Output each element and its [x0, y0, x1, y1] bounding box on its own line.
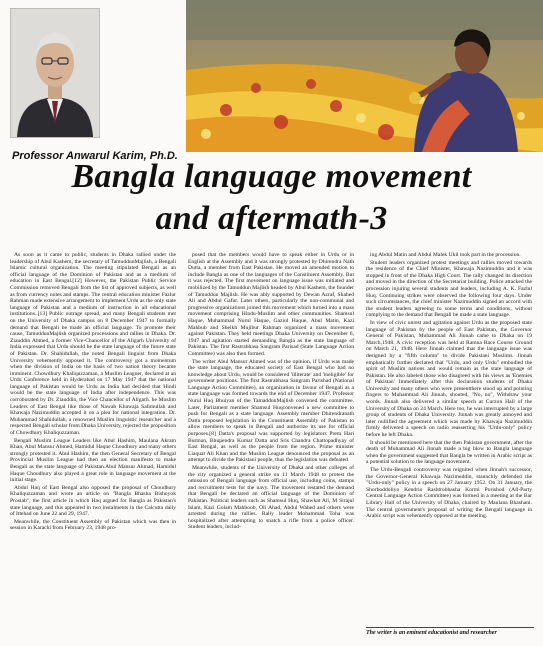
- author-portrait: [10, 8, 100, 138]
- paragraph: The writer Abul Mansur Ahmed was of the opinion, if Urdu was made the state language, the educated society of East Bengal who had no knowledge about Urdu, would be considered 'illiterate' and 'ineligible' for government positions. The first Rastrabhasa Sangram Parishad (National Language Action Committee), an organization in favour of Bengali as a state language was formed towards the end of December 1947. Professor Nurul Huq Bhuiyan of the TamaddunMajlish convened the committee. Later, Parliament member Shamsul Huqconvened a new committee to push for Bengali as a state language. Assembly member Dhirendranath Datta proposed legislation in the Constituent Assembly of Pakistan to allow members to speak in Bengali and authorize its use for official purposes.[8] Datta's proposal was supported by legislators Prem Hari Burman, Bhupendra Kumar Datta and Sris Chandra Chattopadhyay of East Bengal, as well as the people from the region. Prime minister Liaquat Ali Khan and the Muslim League denounced the proposal as an attempt to divide the Pakistani people, thus the legislation was defeated: [188, 358, 354, 464]
- author-byline: Professor Anwarul Karim, Ph.D.: [12, 150, 178, 162]
- paragraph: Meanwhile, the Constituent Assembly of Pakistan which was then in session in Karachi from February 23, 1948 pro-: [10, 518, 176, 532]
- paragraph: posed that the members would have to speak either in Urdu or in English at the Assembly and it was strongly protested by Dhirendra Nath Dutta, a member from East Pakistan. He moved an amended motion to include Bangla as one of the languages of the Constituent Assembly. But it was rejected. The first movement on language issue was initiated and mobilized by the Tamuddun Majlish headed by Abul Kashem, the founder of Tamuddun Majlish. He was ably supported by Dewan Azraf, Shahed Ali and Abdul Gafur. Later others, particularly the non-communal and progressive organizations joined this movement which turned into a mass movement comprising Hindu-Muslim and other communities. Shamsul Haque, Muhammad Nurul Haque, Gaziul Haque, Abul Matin, Kazi Mahbub and Sheikh Mujibur Rahman organized a mass movement against Pakistan. They held meetings Dhaka University on December 6, 1947 and agitation started demanding Bangla as the state language of Pakistan. The first Rastrabhasa Sangram Parisad (State Language Action Committee) was also then formed.: [188, 252, 354, 357]
- paragraph: The Urdu-Bengali controversy was reignited when Jinnah's successor, the Governor-General Khawaja Nazimuddin, staunchly defended the "Urdu-only" policy in a speech on 27 January 1952. On 31 January, the Shorboddoliyo Kendrio Rashtrobhasha Kormi Porishod (All-Party Central Language Action Committee) was formed in a meeting at the Bar Library Hall of the University of Dhaka, chaired by Maulana Bhashani. The central government's proposal of writing the Bengali language in Arabic script was vehemently opposed at the meeting.: [366, 467, 532, 520]
- paragraph: ing Abdul Matin and Abdul Malek Ukil took part in the procession.: [370, 252, 521, 258]
- paragraph: Student leaders organized protest meetings and rallies moved towards the residence of the Chief Minister, Khawaja Nazimuddin and it was stopped in front of the Dhaka High Court. The rally changed its direction and moved in the direction of the Secretariat building. Police attacked the procession injuring several students and leaders, including A. K. Fazlul Huq. Continuing strikes were observed the following four days. Under such circumstances, the chief minister Nazimuddin signed an accord with the student leaders agreeing to some terms and conditions, without complying to the demand that Bengali be made a state language.: [366, 259, 532, 319]
- article-column-2: [188, 252, 354, 532]
- writer-note: The writer is an eminent educationist and researcher: [366, 627, 534, 636]
- article-column-1: [10, 252, 176, 533]
- headline-line-2: and aftermath-3: [155, 200, 388, 237]
- paragraph: As soon as it came to public, students in Dhaka rallied under the leadership of Abul Kashem, the secretary of TamuddunMajlish, a Bengali Islamic cultural organization. The meeting stipulated Bengali as an official language of the Dominion of Pakistan and as a medium of education in East Bengal.[12] However, the Pakistan Public Service Commission removed Bengali from the list of approved subjects, as well as from currency notes and stamps. The central education minister Fazlur Rahman made extensive arrangement to implement Urdu as the only state language of Pakistan and a medium of instruction in all educational institutions..[13] Public outrage spread, and many Bengali students met on the University of Dhaka campus on 8 December 1947 to formally demand that Bengali be made an official language. To promote their cause, TamuddunMajlish organized processions and rallies in Dhaka. Dr. Ziauddin Ahmed, a former Vice-Chancellor of the Aligarh University of India expressed that Urdu should be the state language of the future state of Pakistan. Dr. Shahidullah, the noted Bengali linguist from Dhaka University vehemently opposed it. The controversy got a momentum when the division of India on the basis of two nation theory became imminent. Chowdhury Khaliquzzaman, a Muslim Leaguer, declared at an Urdu Conference held in Hyderabad on 17 May 1947 that the national language of Pakistan would be Urdu as India had decided that Hindi would be the state language of India after independence. This was corroborated by Dr. Ziauddin, the Vice Chancellor of Aligarh. he Muslim Leaders of East Bengal like those of Nawab Khawaja Salimullah and Khawaja Nazimuddin accepted it on a plea for national integration. Dr. Muhammad Shahidullah, a renowned Muslim linguistic researcher and a respected Bengali scholar from Dhaka University, rejected the proposition of Chowdhury Khaliquzzaman.: [10, 252, 176, 437]
- paragraph: In view of civic unrest and agitation against Urdu as the proposed state language of Pakistan by the people of East Pakistan, the Governor General of Pakistan, Muhammad Ali Jinnah came to Dhaka on 19 March,1948. A civic reception was held at Ramna Race Course Ground on March 21, 1948. Here Jinnah claimed that the language issue was designed by a "fifth column" to divide Pakistani Muslims. Jinnah emphatically further declared that "Urdu, and only Urdu" embodied the spirit of Muslim nations and would remain as the state language of Pakistan. He also labeled those who disagreed with his views as 'Enemies of Pakistan' Immediately after this declaration students of Dhaka University and many others who were presentthere stood up and pointing fingers to Muhammad Ali Jinnah, shouted, "No, no", Withdraw your words. Jinnah also delivered a similar speech at Curzon Hall of the University of Dhaka on 24 March. Here too, he was interrupted by a large group of students of Dhaka University. Jinnah was greatly annoyed and later nullified the agreement which was made by Khawaja Nazimuddin firmly delivered a speech on radio reasserting his "Urdu-only" policy before he left Dhaka.: [366, 319, 532, 439]
- paragraph: Abdul Haq of East Bengal also opposed the proposal of Choudhury Khaliquzzaman and wrote an article on "Bangla Bhasha Bishoyok Prostab", the first article in which Haq argued for Bangla as Pakistan's state language, and this appeared in two instalments in the Calcutta daily of Ittehad on June 22 and 29, 1947.: [10, 484, 176, 518]
- paragraph: Meanwhile, students of the University of Dhaka and other colleges of the city organized a general strike on 11 March 1948 to protest the omission of Bengali language from official use, including coins, stamps and recruitment tests for the navy. The movement restated the demand that Bengali be declared an official language of the Dominion of Pakistan. Political leaders such as Shamsul Huq, Shawkat Ali, M Sirajul Islam, Kazi Golam Mahboob, Oli Ahad, Abdul Wahed and others were arrested during the rallies. Rally leader Mohammad Toha was hospitalized after attempting to snatch a rifle from a police officer. Student leaders, includ-: [188, 465, 354, 531]
- paragraph: Bengali Muslim League Leaders like Abul Hashim, Maulana Akram Khan, Abul Mansur Ahmed, Hamidul Haque Choudhury and many others strongly protested it. Abul Hashim, the then General Secretary of Bengal Provincial Muslim League had then an election manifesto to make Bengali as the state language of Pakistan.Abul Mansur Ahmad, Hamidul Haque Choudhury also played a great role in language movement at the initial stage.: [10, 437, 176, 484]
- article-column-3: [366, 252, 532, 521]
- paragraph: It should be mentioned here that the then Pakistan government, after the death of Muhammad Ali Jinnah made a big blow to Bangla language when the government suggested that Bangla be written in Arabic script as a potential solution to the language movement.: [366, 439, 532, 466]
- headline-line-1: Bangla language movement: [71, 158, 472, 195]
- feature-photo-flower-offering: [186, 0, 543, 152]
